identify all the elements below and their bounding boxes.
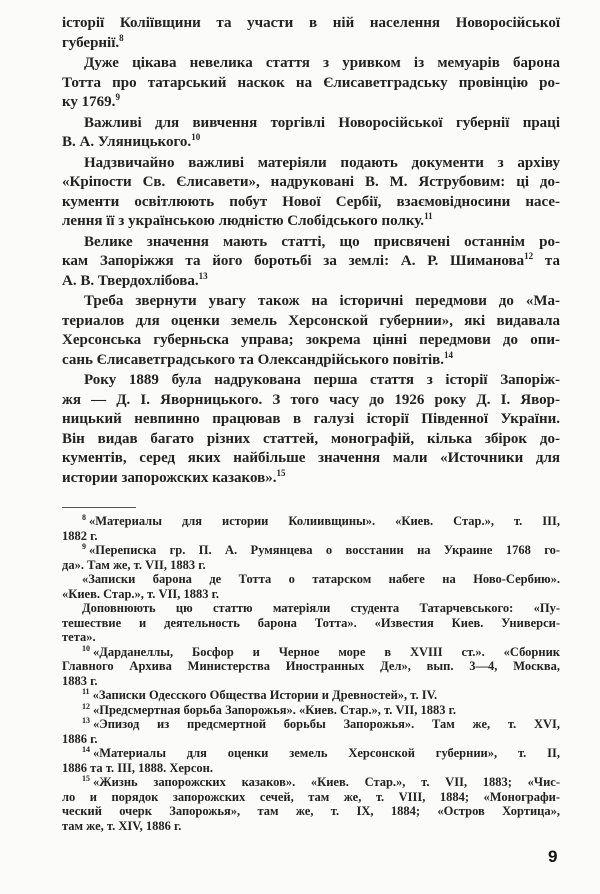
footnote-line	[62, 587, 560, 602]
footnote-line	[62, 790, 560, 805]
footnote-text: 1886 та т. III, 1888. Херсон.	[62, 760, 213, 775]
body-line-text: ку 1769.	[62, 94, 116, 110]
body-line	[62, 212, 560, 232]
footnote-line	[62, 761, 560, 776]
footnote-line	[62, 558, 560, 573]
footnote-text: «Жизнь запорожских казаков». «Киев. Стар.», т. VII, 1883; «Чис-	[93, 775, 560, 789]
body-line	[62, 74, 560, 94]
footnote-line	[62, 775, 560, 790]
footnote-ref: 10	[191, 132, 201, 142]
body-line	[62, 133, 560, 153]
body-line-text: Року 1889 була надрукована перша стаття з історії Запоріж-	[84, 372, 560, 388]
footnote-text: «Дарданеллы, Босфор и Черное море в XVIII ст.». «Сборник	[93, 644, 560, 659]
body-line	[62, 173, 560, 193]
footnote-text: «Записки Одесского Общества Истории и Древностей», т. IV.	[92, 688, 438, 702]
footnote-line	[62, 674, 560, 689]
body-line-text: Тотта про татарський наскок на Єлисаветградську провінцію ро-	[62, 74, 560, 91]
footnotes	[62, 514, 560, 833]
footnote-text: Главного Архива Министерства Иностранных Дел», вып. 3—4, Москва,	[62, 659, 560, 673]
body-line	[62, 93, 560, 113]
footnote-ref: 12	[524, 251, 534, 261]
body-line-text: Велике значення мають статті, що присвячені останнім ро-	[84, 233, 560, 250]
body-line	[62, 34, 560, 54]
body-line	[62, 410, 560, 430]
footnote-line	[62, 746, 560, 761]
body-line	[62, 391, 560, 411]
footnote-line	[62, 717, 560, 732]
footnote-text: 1882 г.	[62, 528, 98, 543]
footnote-text: там же, т. XIV, 1886 г.	[62, 818, 182, 833]
footnote-line	[62, 645, 560, 660]
footnote-ref: 8	[119, 32, 124, 43]
footnote-line	[62, 601, 560, 616]
footnote-ref: 15	[276, 467, 286, 478]
footnote-text: «Записки барона де Тотта о татарском набеге на Ново-Сербию».	[82, 572, 560, 586]
footnote-number: 14	[82, 745, 90, 754]
body-line-text: кументи освітлюють побут Нової Сербії, взаємовідносини насе-	[62, 193, 560, 210]
footnote-number: 15	[82, 774, 90, 783]
footnote-line	[62, 616, 560, 631]
body-line-text: лення її з українською людністю Слобідського полку.	[62, 213, 425, 229]
footnote-line	[62, 688, 560, 703]
body-line-text: Херсонська губерньска управа; зокрема цінні передмови до опи-	[62, 332, 560, 348]
footnote-line	[62, 703, 560, 718]
footnote-ref: 11	[424, 211, 433, 221]
body-line	[62, 430, 560, 450]
body-line-text: сань Єлисаветградського та Олександрійського повітів.	[62, 351, 445, 368]
footnote-text: 1886 г.	[62, 731, 98, 746]
body-line-text: історії Коліївщини та участи в ній населення Новоросійської	[62, 15, 560, 31]
body-line-text: Треба звернути увагу також на історичні передмови до «Ма-	[84, 293, 560, 309]
body-line	[62, 371, 560, 391]
footnote-number: 8	[82, 513, 86, 522]
body-line	[62, 292, 560, 312]
body-line-text: ницький невпинно працював в галузі історії Південної України.	[62, 411, 560, 427]
footnote-line	[62, 543, 560, 558]
page-number: 9	[548, 847, 558, 866]
body-line-tail: та	[533, 253, 560, 269]
footnote-text: «Эпизод из предсмертной борьбы Запорожья». Там же, т. XVI,	[93, 717, 560, 731]
footnote-text: «Материалы для оценки земель Херсонской губернии», т. II,	[93, 746, 560, 760]
body-line	[62, 449, 560, 469]
body-line	[62, 54, 560, 74]
body-line	[62, 114, 560, 134]
body-line-text: А. В. Твердохлібова.	[62, 272, 199, 289]
body-line	[62, 193, 560, 213]
footnote-text: Доповнюють цю статтю матеріяли студента Татарчевського: «Пу-	[82, 601, 560, 615]
body-line	[62, 154, 560, 174]
body-line	[62, 233, 560, 253]
footnote-text: ло и порядок запорожских сечей, там же, т. VIII, 1884; «Монографи-	[62, 789, 560, 804]
body-line-text: губернії.	[62, 34, 120, 51]
footnote-ref: 13	[198, 270, 208, 281]
body-line-text: Дуже цікава невелика стаття з уривком із мемуарів барона	[84, 55, 560, 71]
footnote-text: «Предсмертная борьба Запорожья». «Киев. Стар.», т. VII, 1883 г.	[93, 702, 457, 717]
footnote-number: 10	[82, 643, 90, 653]
footnote-text: тета».	[62, 630, 96, 644]
footnote-text: ческий очерк Запорожья», там же, т. IX, 1884; «Остров Хортица»,	[62, 804, 560, 818]
footnote-number: 13	[82, 716, 90, 725]
footnote-text: «Материалы для истории Колиивщины». «Киев. Стар.», т. III,	[89, 514, 560, 528]
footnote-number: 9	[82, 542, 86, 551]
footnote-line	[62, 529, 560, 544]
footnote-text: «Киев. Стар.», т. VII, 1883 г.	[62, 586, 220, 601]
body-line-text: В. А. Уляницького.	[62, 134, 192, 150]
footnote-line	[62, 514, 560, 529]
body-line-text: териалов для оценки земель Херсонской губернии», які видавала	[62, 312, 560, 329]
body-line	[62, 272, 560, 292]
footnote-number: 11	[82, 687, 90, 696]
body-line-text: «Кріпости Св. Єлисавети», надруковані В. М. Яструбовим: ці до-	[62, 174, 560, 190]
body-line-text: жя — Д. І. Яворницького. З того часу до 1926 року Д. І. Явор-	[62, 391, 560, 408]
footnote-separator	[62, 507, 136, 508]
footnote-text: тешествие и деятельность барона Тотта». «Известия Киев. Универси-	[62, 615, 560, 630]
body-line-text: кументів, серед яких найбільше значення мали «Источники для	[62, 450, 560, 466]
body-line-text: кам Запоріжжя та його боротьбі за землі: А. Р. Шиманова	[62, 253, 525, 269]
body-line	[62, 14, 560, 34]
body-line	[62, 252, 560, 272]
footnote-line	[62, 572, 560, 587]
footnote-line	[62, 804, 560, 819]
body-line	[62, 469, 560, 489]
footnote-line	[62, 819, 560, 834]
footnote-text: 1883 г.	[62, 673, 98, 688]
body-line-text: Він видав багато різних статтей, монографій, кілька збірок до-	[62, 430, 560, 447]
footnote-number: 12	[82, 701, 90, 711]
footnote-line	[62, 732, 560, 747]
footnote-text: да». Там же, т. VII, 1883 г.	[62, 557, 206, 572]
body-line-text: истории запорожских казаков».	[62, 469, 277, 486]
footnote-ref: 14	[444, 349, 454, 360]
body-text	[62, 14, 560, 488]
footnote-line	[62, 659, 560, 674]
footnote-line	[62, 630, 560, 645]
body-line	[62, 312, 560, 332]
body-line-text: Надзвичайно важливі матеріяли подають документи з архіву	[84, 154, 560, 171]
footnote-text: «Переписка гр. П. А. Румянцева о восстании на Украине 1768 го-	[89, 543, 560, 557]
body-line	[62, 331, 560, 351]
body-line	[62, 351, 560, 371]
footnote-ref: 9	[115, 92, 120, 102]
body-line-text: Важливі для вивчення торгівлі Новоросійської губернії праці	[84, 114, 560, 131]
